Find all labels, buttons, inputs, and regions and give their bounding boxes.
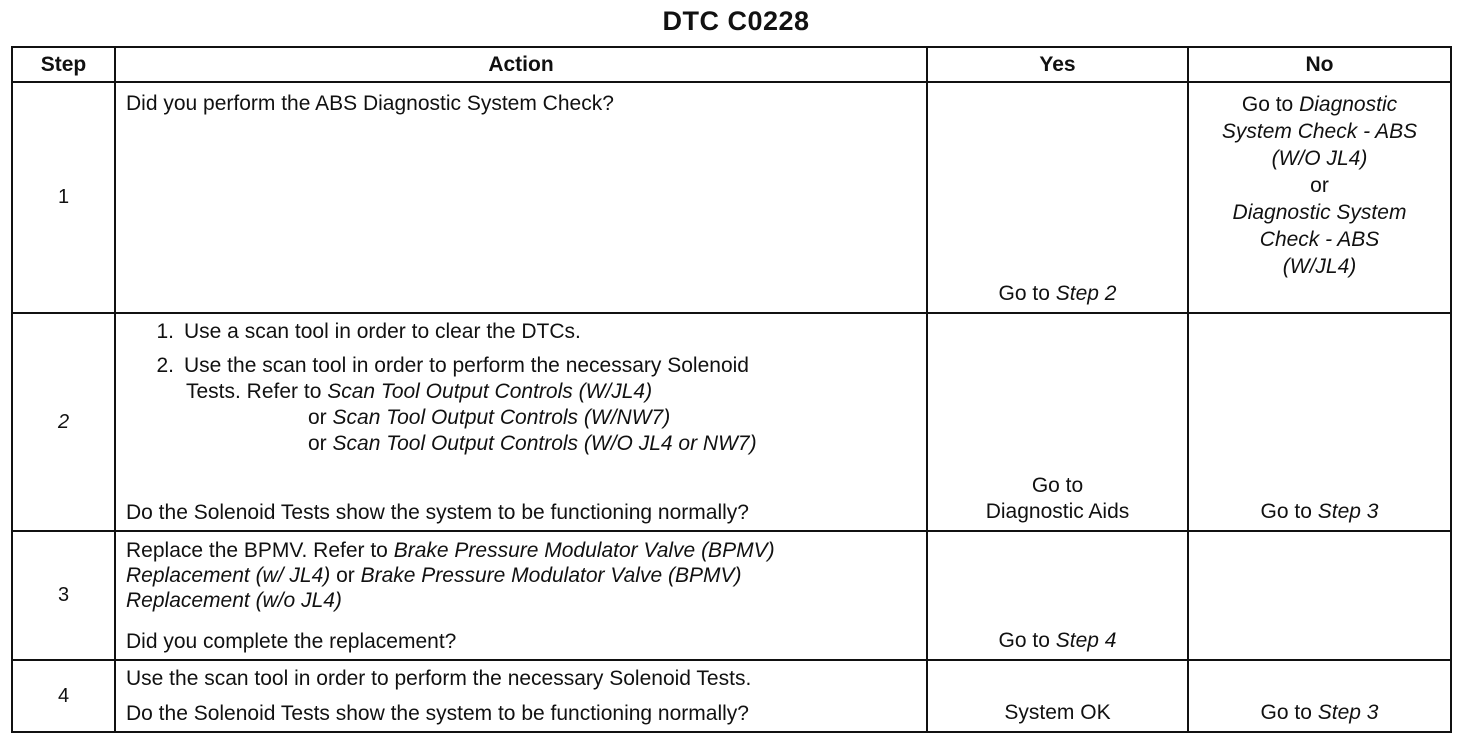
no-result: Go to Step 3 bbox=[1260, 701, 1379, 724]
step-number: 2 bbox=[12, 313, 115, 531]
procedure-link[interactable]: (W/O JL4) bbox=[1271, 147, 1368, 170]
diagnostic-table bbox=[11, 46, 1452, 733]
header-row bbox=[12, 47, 1451, 82]
question-text: Do the Solenoid Tests show the system to be functioning normally? bbox=[126, 702, 749, 725]
step-link[interactable]: Step 4 bbox=[1055, 629, 1117, 652]
procedure-link[interactable]: Scan Tool Output Controls (W/NW7) bbox=[332, 406, 671, 429]
action-cell bbox=[115, 531, 927, 660]
list-item: 1. Use a scan tool in order to clear the DTCs. bbox=[156, 320, 581, 343]
step-number: 1 bbox=[12, 82, 115, 313]
procedure-link[interactable]: System Check - ABS bbox=[1221, 120, 1418, 143]
procedure-link[interactable]: Scan Tool Output Controls (W/O JL4 or NW7) bbox=[332, 432, 757, 455]
yes-result: Go to Step 2 bbox=[998, 282, 1117, 305]
step-link[interactable]: Step 3 bbox=[1317, 701, 1379, 724]
action-cell bbox=[115, 82, 927, 313]
yes-result: Go to Step 4 bbox=[998, 629, 1117, 652]
table-row bbox=[12, 660, 1451, 732]
header-step: Step bbox=[12, 47, 115, 82]
table-row bbox=[12, 531, 1451, 660]
list-item: 2. Use the scan tool in order to perform the necessary Solenoid bbox=[156, 354, 749, 377]
action-text: Replace the BPMV. Refer to Brake Pressure Modulator Valve (BPMV) Replacement (w/ JL4) or Brake Pressure Modulator Valve (BPMV) Replacement (w/o JL4) bbox=[126, 539, 775, 612]
step-link[interactable]: Step 2 bbox=[1055, 282, 1117, 305]
procedure-link[interactable]: Diagnostic bbox=[1299, 93, 1398, 116]
procedure-link[interactable]: Replacement (w/ JL4) bbox=[126, 564, 331, 587]
table-row bbox=[12, 313, 1451, 531]
no-result: Go to Step 3 bbox=[1260, 500, 1379, 523]
procedure-link[interactable]: Check - ABS bbox=[1259, 228, 1380, 251]
action-text: Use the scan tool in order to perform the necessary Solenoid Tests. bbox=[126, 667, 752, 690]
step-number: 4 bbox=[12, 660, 115, 732]
yes-cell bbox=[927, 313, 1188, 531]
procedure-link[interactable]: Scan Tool Output Controls (W/JL4) bbox=[327, 380, 653, 403]
procedure-link[interactable]: (W/JL4) bbox=[1282, 255, 1357, 278]
no-cell bbox=[1188, 82, 1451, 313]
yes-result: System OK bbox=[1004, 701, 1111, 724]
step-number: 3 bbox=[12, 531, 115, 660]
procedure-link[interactable]: Replacement (w/o JL4) bbox=[126, 589, 342, 612]
action-cell bbox=[115, 660, 927, 732]
header-yes: Yes bbox=[927, 47, 1188, 82]
header-action: Action bbox=[115, 47, 927, 82]
question-text: Did you complete the replacement? bbox=[126, 630, 457, 653]
table-row bbox=[12, 82, 1451, 313]
no-result: Go to Diagnostic System Check - ABS (W/O JL4) or Diagnostic System Check - ABS (W/JL4) bbox=[1221, 93, 1418, 278]
procedure-link[interactable]: Brake Pressure Modulator Valve (BPMV) bbox=[360, 564, 742, 587]
yes-cell bbox=[927, 82, 1188, 313]
instruction-list bbox=[116, 319, 926, 379]
no-cell bbox=[1188, 660, 1451, 732]
step-link[interactable]: Step 3 bbox=[1317, 500, 1379, 523]
question-text: Do the Solenoid Tests show the system to be functioning normally? bbox=[126, 501, 749, 524]
yes-result: Go to Diagnostic Aids bbox=[985, 474, 1130, 523]
page-title: DTC C0228 bbox=[662, 6, 810, 36]
header-no: No bbox=[1188, 47, 1451, 82]
procedure-link[interactable]: Brake Pressure Modulator Valve (BPMV) bbox=[393, 539, 775, 562]
yes-cell bbox=[927, 531, 1188, 660]
yes-cell bbox=[927, 660, 1188, 732]
no-cell bbox=[1188, 313, 1451, 531]
no-cell bbox=[1188, 531, 1451, 660]
action-cell: 1. Use a scan tool in order to clear the DTCs. 2. Use the scan tool in order to perform the necessary Solenoid Tests. Refer to Scan Tool Output Controls (W/JL4) or Scan Tool Output Controls (W/NW7) or Scan Tool Output Controls (W/O JL4 or NW7) Do the Solenoid Tests show the system to be functioning normally? bbox=[115, 313, 927, 531]
action-text: Did you perform the ABS Diagnostic System Check? bbox=[126, 92, 614, 115]
procedure-link[interactable]: Diagnostic System bbox=[1232, 201, 1407, 224]
